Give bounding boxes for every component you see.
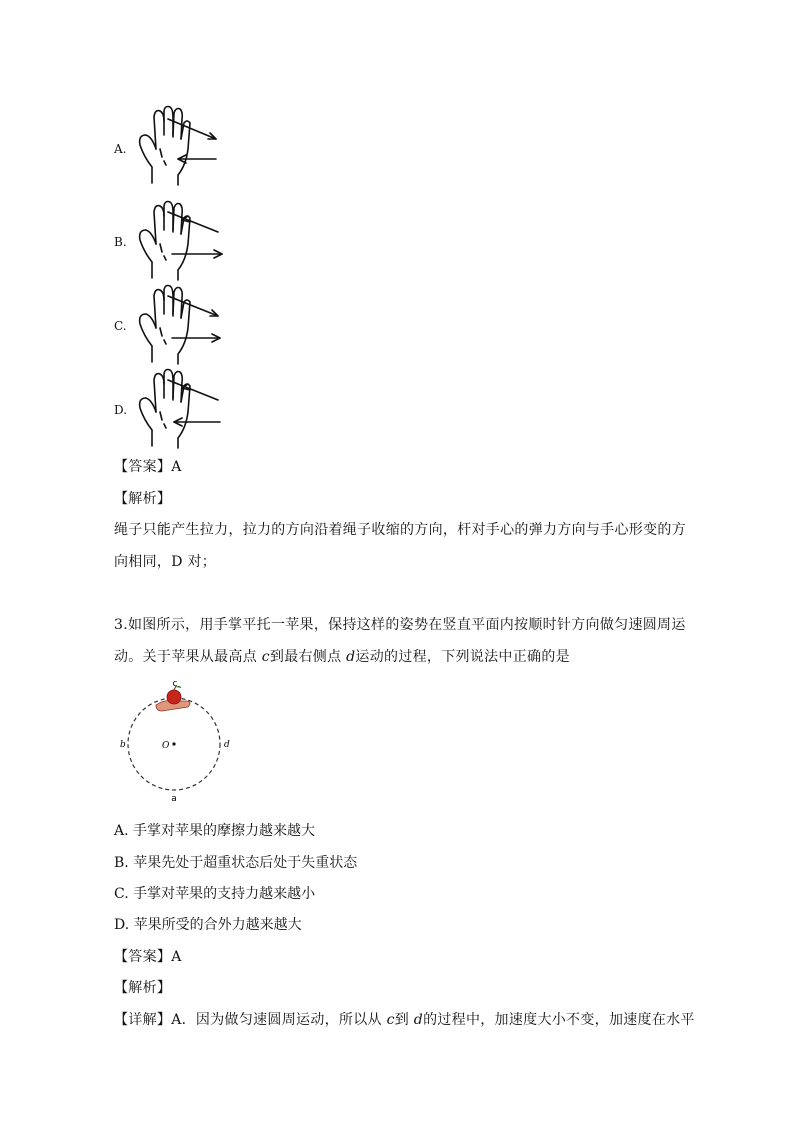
q3-choice-b: B. 苹果先处于超重状态后处于失重状态 [114, 855, 358, 871]
hand-rope-figure-b [138, 200, 248, 282]
option-a [114, 105, 314, 195]
q3-analysis-tag: 【解析】 [114, 980, 172, 996]
option-d [114, 368, 314, 458]
q3-stem-line-1: 3.如图所示，用手掌平托一苹果，保持这样的姿势在竖直平面内按顺时针方向做匀速圆周运 [114, 617, 686, 633]
q3-choice-c: C. 手掌对苹果的支持力越来越小 [114, 886, 316, 902]
center-dot [172, 742, 175, 745]
var-d: d [346, 649, 356, 665]
q2-answer-line [114, 456, 182, 476]
label-right: d [224, 740, 230, 750]
hand-apple-icon [156, 686, 190, 711]
circular-motion-figure [116, 675, 246, 805]
hand-rope-figure-c [138, 284, 248, 366]
label-left: b [120, 740, 126, 750]
option-label: D. [114, 403, 128, 417]
option-c [114, 284, 314, 374]
answer-tag: 【答案】 [114, 949, 172, 965]
q3-choice-a: A. 手掌对苹果的摩擦力越来越大 [114, 823, 316, 839]
q3-answer-line [114, 946, 182, 966]
option-label: C. [114, 319, 127, 333]
detail-tag: 【详解】 [114, 1012, 172, 1028]
answer-value: A [171, 949, 182, 965]
label-top: c [172, 679, 178, 689]
var-c: c [261, 649, 270, 665]
answer-value: A [171, 459, 182, 475]
hand-rope-figure-d [138, 368, 248, 450]
label-bottom: a [171, 794, 177, 804]
q3-choice-d: D. 苹果所受的合外力越来越大 [114, 917, 302, 933]
hand-rope-figure-a [138, 105, 248, 187]
option-b [114, 200, 314, 290]
q2-analysis-line-2: 向相同，D 对； [114, 554, 217, 570]
q2-analysis-line-1: 绳子只能产生拉力，拉力的方向沿着绳子收缩的方向，杆对手心的弹力方向与手心形变的方 [114, 522, 686, 538]
answer-tag: 【答案】 [114, 459, 172, 475]
q2-analysis-tag: 【解析】 [114, 491, 172, 507]
q3-stem-line-2: 动。关于苹果从最高点 c到最右侧点 d运动的过程，下列说法中正确的是 [114, 649, 570, 665]
q3-detail-line: 【详解】A．因为做匀速圆周运动，所以从 c到 d的过程中，加速度大小不变，加速度在水平 [114, 1012, 695, 1028]
option-label: B. [114, 235, 127, 249]
label-center: O [162, 741, 170, 751]
option-label: A. [114, 142, 127, 156]
